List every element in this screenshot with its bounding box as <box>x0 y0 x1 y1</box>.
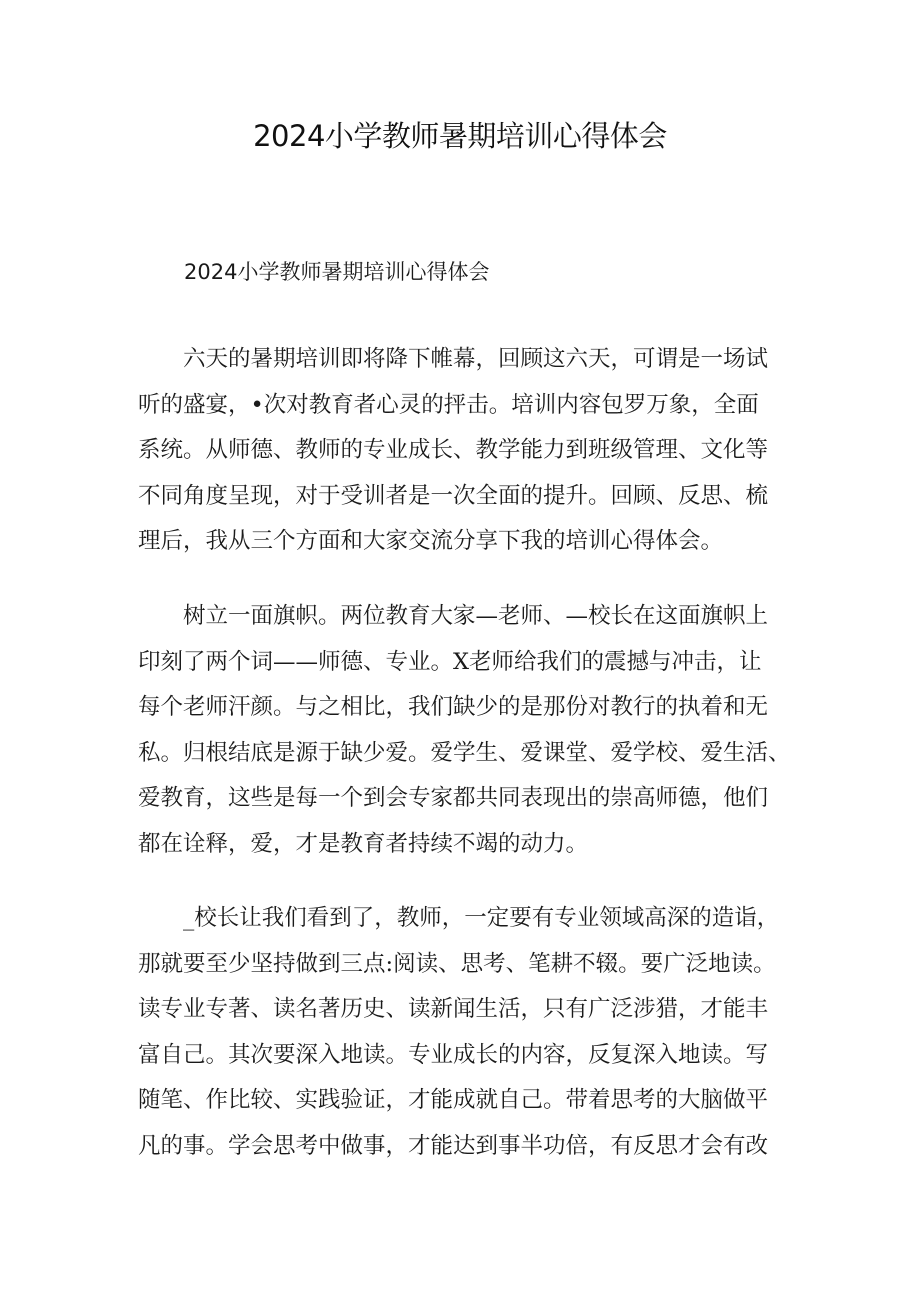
document-subtitle: 2024小学教师暑期培训心得体会 <box>184 260 490 284</box>
paragraph-line: 印刻了两个词——师德、专业。X老师给我们的震撼与冲击，让 <box>138 648 762 675</box>
document-title: 2024小学教师暑期培训心得体会 <box>253 119 667 153</box>
paragraph-line: 随笔、作比较、实践验证，才能成就自己。带着思考的大脑做平 <box>138 1087 769 1114</box>
paragraph-line: 系统。从师德、教师的专业成长、教学能力到班级管理、文化等 <box>138 437 769 464</box>
paragraph-line: 读专业专著、读名著历史、读新闻生活，只有广泛涉猎，才能丰 <box>138 996 769 1023</box>
paragraph-line: 六天的暑期培训即将降下帷幕，回顾这六天，可谓是一场试 <box>183 346 769 372</box>
paragraph-line: 爱教育，这些是每一个到会专家都共同表现出的崇高师德，他们 <box>138 785 769 812</box>
paragraph-line: 富自己。其次要深入地读。专业成长的内容，反复深入地读。写 <box>138 1041 769 1068</box>
paragraph-line: 私。归根结底是源于缺少爱。爱学生、爱课堂、爱学校、爱生活、 <box>138 739 791 766</box>
paragraph-2 <box>138 594 791 868</box>
paragraph-line: 不同角度呈现，对于受训者是一次全面的提升。回顾、反思、梳 <box>138 482 769 509</box>
paragraph-line: _校长让我们看到了，教师，一定要有专业领域高深的造诣， <box>183 905 780 931</box>
paragraph-line: 都在诠释，爱，才是教育者持续不竭的动力。 <box>138 830 589 857</box>
paragraph-3 <box>138 896 788 1170</box>
paragraph-line: 理后，我从三个方面和大家交流分享下我的培训心得体会。 <box>138 528 724 555</box>
paragraph-line: 听的盛宴，•次对教育者心灵的抨击。培训内容包罗万象，全面 <box>138 391 759 418</box>
paragraph-1 <box>138 337 788 565</box>
paragraph-line: 那就要至少坚持做到三点:阅读、思考、笔耕不辍。要广泛地读。 <box>138 950 776 977</box>
paragraph-line: 每个老师汗颜。与之相比，我们缺少的是那份对教行的执着和无 <box>138 694 769 721</box>
paragraph-line: 树立一面旗帜。两位教育大家—老师、—校长在这面旗帜上 <box>183 603 769 629</box>
paragraph-line: 凡的事。学会思考中做事，才能达到事半功倍，有反思才会有改 <box>138 1132 769 1159</box>
